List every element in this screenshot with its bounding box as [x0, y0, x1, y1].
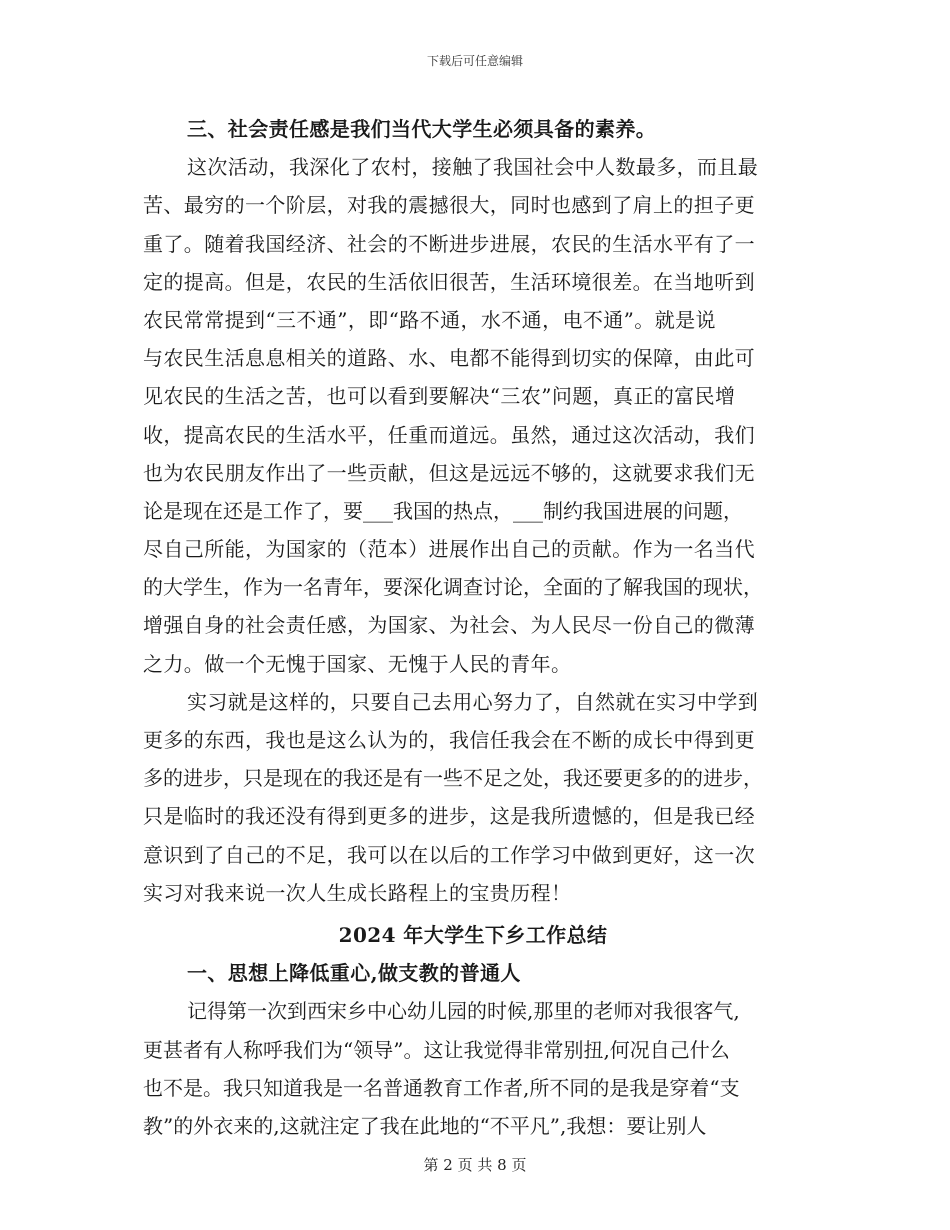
paragraph-line: 多的进步，只是现在的我还是有一些不足之处，我还要更多的的进步， — [143, 766, 763, 791]
paragraph-line: 实习就是这样的，只要自己去用心努力了，自然就在实习中学到 — [187, 689, 759, 714]
document-title: 2024 年大学生下乡工作总结 — [338, 922, 608, 947]
paragraph-line: 也为农民朋友作出了一些贡献，但这是远远不够的，这就要求我们无 — [143, 460, 755, 485]
paragraph-line: 这次活动，我深化了农村，接触了我国社会中人数最多，而且最 — [187, 155, 759, 180]
paragraph-line: 只是临时的我还没有得到更多的进步，这是我所遗憾的，但是我已经 — [143, 804, 755, 829]
paragraph-line: 增强自身的社会责任感，为国家、为社会、为人民尽一份自己的微薄 — [143, 613, 755, 638]
document-body — [143, 110, 803, 1145]
paragraph-line: 收，提高农民的生活水平，任重而道远。虽然，通过这次活动，我们 — [143, 422, 755, 447]
paragraph-line: 意识到了自己的不足，我可以在以后的工作学习中做到更好，这一次 — [143, 842, 755, 867]
paragraph-line: 苦、最穷的一个阶层，对我的震撼很大，同时也感到了肩上的担子更 — [143, 193, 755, 218]
section-heading: 一、思想上降低重心,做支教的普通人 — [187, 961, 521, 986]
paragraph-line: 与农民生活息息相关的道路、水、电都不能得到切实的保障，由此可 — [143, 346, 755, 371]
paragraph-line: 更多的东西，我也是这么认为的，我信任我会在不断的成长中得到更 — [143, 728, 755, 752]
paragraph-line: 教”的外衣来的,这就注定了我在此地的“不平凡”,我想：要让别人 — [143, 1113, 707, 1138]
paragraph-line: 也不是。我只知道我是一名普通教育工作者,所不同的是我是穿着“支 — [143, 1075, 740, 1100]
paragraph-line: 定的提高。但是，农民的生活依旧很苦，生活环境很差。在当地听到 — [143, 269, 755, 294]
paragraph-line: 更甚者有人称呼我们为“领导”。这让我觉得非常别扭,何况自己什么 — [143, 1037, 730, 1062]
paragraph-line: 之力。做一个无愧于国家、无愧于人民的青年。 — [143, 651, 572, 676]
paragraph-line: 实习对我来说一次人生成长路程上的宝贵历程！ — [143, 880, 572, 905]
paragraph-line: 的大学生，作为一名青年，要深化调查讨论，全面的了解我国的现状， — [143, 575, 763, 600]
section-heading: 三、社会责任感是我们当代大学生必须具备的素养。 — [187, 117, 657, 141]
paragraph-line: 尽自己所能，为国家的（范本）进展作出自己的贡献。作为一名当代 — [143, 537, 755, 562]
page-header: 下载后可任意编辑 — [426, 54, 523, 68]
page-footer: 第 2 页 共 8 页 — [423, 1156, 527, 1174]
paragraph-line: 见农民的生活之苦，也可以看到要解决“三农”问题，真正的富民增 — [143, 384, 736, 409]
paragraph-line: 论是现在还是工作了，要___我国的热点，___制约我国进展的问题， — [143, 498, 743, 523]
paragraph-line: 记得第一次到西宋乡中心幼儿园的时候,那里的老师对我很客气, — [187, 999, 740, 1024]
paragraph-line: 农民常常提到“三不通”，即“路不通，水不通，电不通”。就是说 — [143, 307, 716, 332]
paragraph-line: 重了。随着我国经济、社会的不断进步进展，农民的生活水平有了一 — [143, 231, 755, 256]
